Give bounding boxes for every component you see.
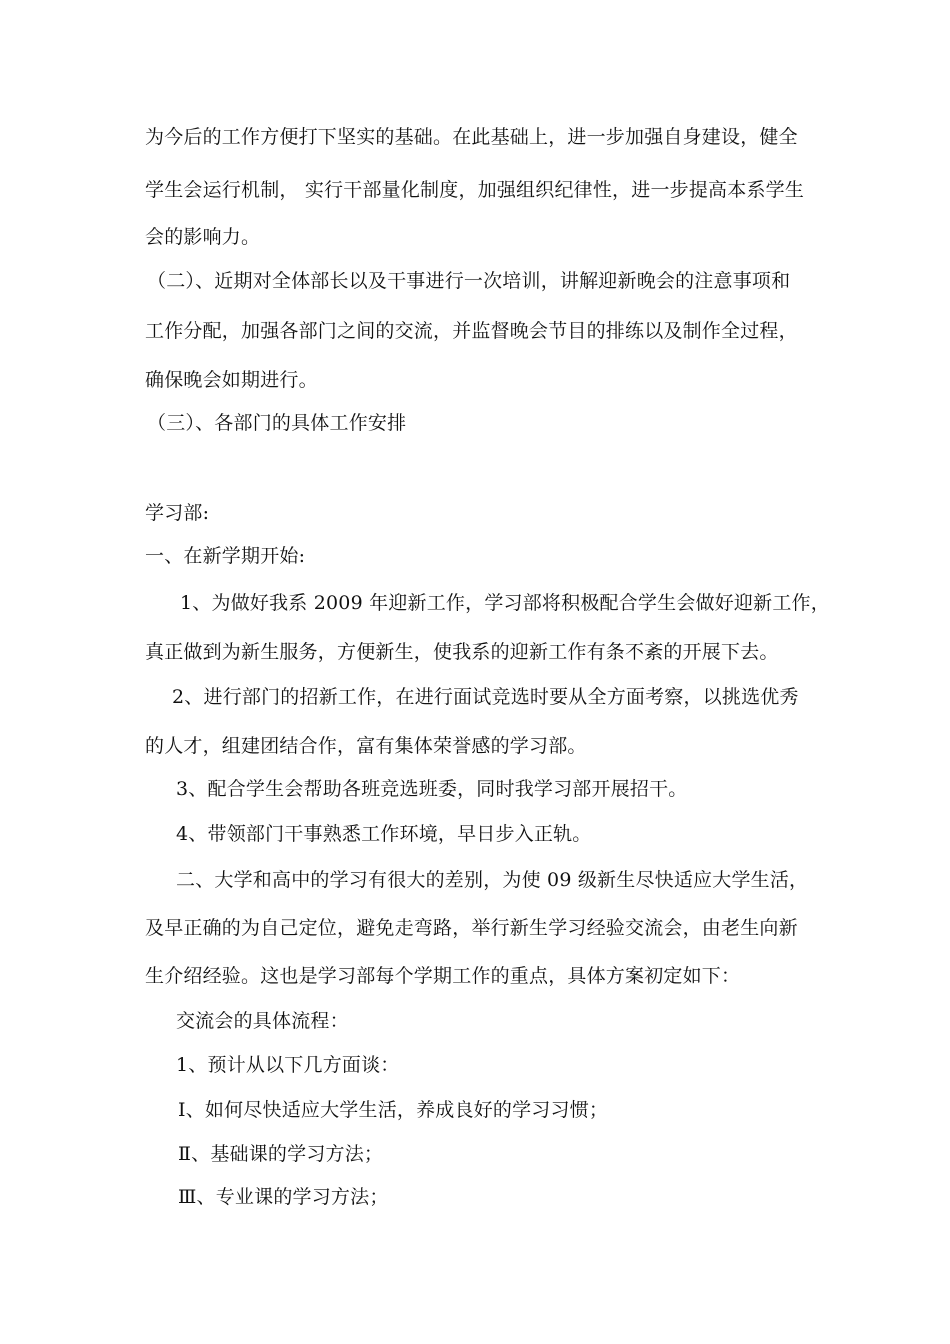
paragraph-line: 及早正确的为自己定位，避免走弯路，举行新生学习经验交流会，由老生向新 [145, 917, 798, 939]
list-item: Ⅲ、专业课的学习方法； [178, 1186, 389, 1208]
list-item: Ⅱ、基础课的学习方法； [178, 1143, 384, 1165]
list-item: 1、预计从以下几方面谈： [176, 1054, 400, 1076]
paragraph-line: 的人才，组建团结合作，富有集体荣誉感的学习部。 [145, 735, 587, 757]
paragraph-line: 生介绍经验。这也是学习部每个学期工作的重点，具体方案初定如下： [145, 965, 741, 987]
paragraph-line: 交流会的具体流程： [176, 1010, 349, 1032]
section-heading: （三）、各部门的具体工作安排 [147, 412, 407, 434]
section-heading: 二、大学和高中的学习有很大的差别，为使 09 级新生尽快适应大学生活， [176, 869, 809, 891]
list-item: Ⅰ、如何尽快适应大学生活，养成良好的学习习惯； [178, 1099, 609, 1121]
paragraph-line: 真正做到为新生服务，方便新生，使我系的迎新工作有条不紊的开展下去。 [145, 641, 779, 663]
paragraph-line: 会的影响力。 [145, 226, 261, 248]
section-heading: （二）、近期对全体部长以及干事进行一次培训，讲解迎新晚会的注意事项和 [147, 270, 791, 292]
list-item: 2、进行部门的招新工作，在进行面试竞选时要从全方面考察，以挑选优秀 [172, 686, 799, 708]
section-heading: 一、在新学期开始: [145, 545, 306, 567]
department-title: 学习部: [145, 502, 210, 524]
list-item: 4、带领部门干事熟悉工作环境，早日步入正轨。 [176, 823, 592, 845]
paragraph-line: 为今后的工作方便打下坚实的基础。在此基础上，进一步加强自身建设，健全 [145, 126, 798, 148]
list-item: 1、为做好我系 2009 年迎新工作，学习部将积极配合学生会做好迎新工作， [180, 592, 830, 614]
paragraph-line: 学生会运行机制， 实行干部量化制度，加强组织纪律性，进一步提高本系学生 [145, 179, 805, 201]
paragraph-line: 工作分配，加强各部门之间的交流，并监督晚会节目的排练以及制作全过程， [145, 320, 798, 342]
list-item: 3、配合学生会帮助各班竞选班委，同时我学习部开展招干。 [176, 778, 688, 800]
paragraph-line: 确保晚会如期进行。 [145, 369, 318, 391]
